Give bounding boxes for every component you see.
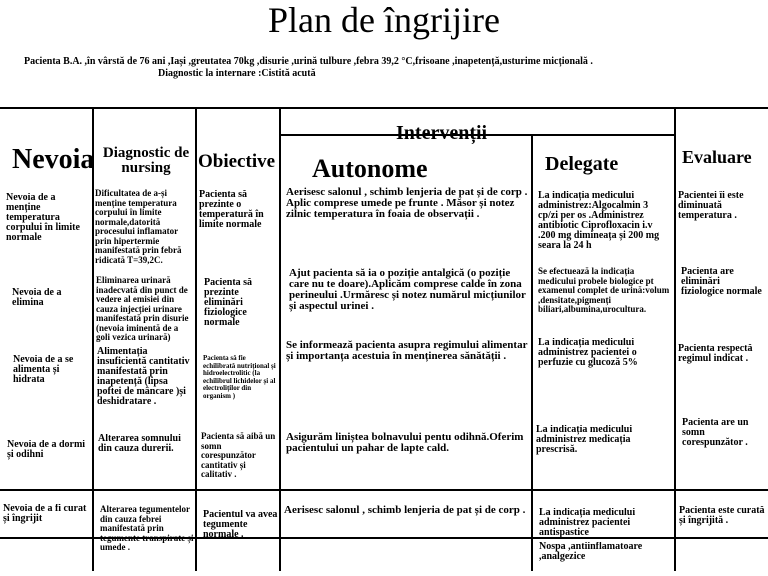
header-interventii: Intervenții bbox=[396, 122, 488, 144]
row-divider bbox=[0, 489, 768, 491]
row1-autonome: Aerisesc salonul , schimb lenjeria de pat și de corp . Aplic comprese umede pe frunte . Măsor și notez zilnic temperatura în foaia de observații . bbox=[286, 187, 528, 220]
column-divider bbox=[195, 107, 197, 571]
row2-delegate: Se efectuează la indicația medicului probele biologice pt examenul complet de urină:volum ,densitate,pigmenți biliari,albumina,urocultura. bbox=[538, 267, 670, 314]
row3-diagnostic: Alimentația insuficientă cantitativ manifestată prin inapetență (lipsa poftei de mâncare )și deshidratare . bbox=[97, 347, 190, 407]
header-obiective: Obiective bbox=[198, 151, 276, 172]
patient-info: Pacienta B.A. ,în vârstă de 76 ani ,Iași ,greutatea 70kg ,disurie ,urină tulbure ,febra 39,2 °C,frisoane ,inapetență,usturime micțională . bbox=[24, 56, 593, 67]
row2-evaluare: Pacienta are eliminări fiziologice normale bbox=[681, 267, 762, 297]
row4-nevoia: Nevoia de a dormi și odihni bbox=[7, 440, 86, 460]
row5-obiective: Pacientul va avea tegumente normale . bbox=[203, 510, 278, 540]
row5-nevoia: Nevoia de a fi curat și îngrijit bbox=[3, 504, 87, 524]
header-diagnostic: Diagnostic de nursing bbox=[102, 145, 190, 176]
header-evaluare: Evaluare bbox=[682, 147, 752, 167]
admission-diagnosis: Diagnostic la internare :Cistită acută bbox=[158, 68, 316, 79]
row1-nevoia: Nevoia de a menține temperatura corpului în limite normale bbox=[6, 193, 80, 243]
column-divider bbox=[674, 107, 676, 571]
row5-evaluare: Pacienta este curată și îngrijită . bbox=[679, 506, 765, 526]
row1-delegate: La indicația medicului administrez:Algocalmin 3 cp/zi per os .Administrez antibiotic Ciprofloxacin i.v .200 mg dimineața și 200 mg seara la 24 h bbox=[538, 191, 660, 251]
table-top-border bbox=[0, 107, 768, 109]
row1-diagnostic: Dificultatea de a-și menține temperatura corpului în limite normale,datorită procesului inflamator prin hipertermie manifestată prin febră ridicată T=39,2C. bbox=[95, 189, 182, 265]
row1-evaluare: Pacientei îi este diminuată temperatura . bbox=[678, 191, 744, 221]
row4-diagnostic: Alterarea somnului din cauza durerii. bbox=[98, 434, 181, 454]
row2-diagnostic: Eliminarea urinară inadecvată din punct de vedere al emisiei din cauza injecției urinare manifestată prin disurie (nevoia iminentă de a goli vezica urinară) bbox=[96, 276, 189, 342]
row3-delegate: La indicația medicului administrez pacientei o perfuzie cu glucoză 5% bbox=[538, 338, 638, 368]
row3-evaluare: Pacienta respectă regimul indicat . bbox=[678, 344, 753, 364]
header-nevoia: Nevoia bbox=[12, 144, 95, 175]
row2-autonome: Ajut pacienta să ia o poziție antalgică (o poziție care nu te doare).Aplicăm comprese calde în zona perineului .Urmăresc și notez numărul micțiunilor și aspectul urinei . bbox=[289, 268, 526, 312]
column-divider bbox=[92, 107, 94, 571]
column-divider bbox=[279, 107, 281, 571]
row3-obiective: Pacienta să fie echilibrată nutrițional și hidroelectrolitic (la echilibrul lichidelor și al electroliților din organism ) bbox=[203, 355, 276, 400]
column-divider bbox=[531, 134, 533, 571]
row4-evaluare: Pacienta are un somn corespunzător . bbox=[682, 418, 749, 448]
row2-obiective: Pacienta să prezinte eliminări fiziologice normale bbox=[204, 278, 253, 328]
row3-autonome: Se informează pacienta asupra regimului alimentar și importanța acestuia în menținerea sănătății . bbox=[286, 340, 528, 362]
row5-autonome: Aerisesc salonul , schimb lenjeria de pat și de corp . bbox=[284, 505, 526, 516]
page-title: Plan de îngrijire bbox=[268, 0, 500, 40]
row3-nevoia: Nevoia de a se alimenta și hidrata bbox=[13, 355, 74, 385]
row4-autonome: Asigurăm liniștea bolnavului pentu odihnă.Oferim pacientului un pahar de lapte cald. bbox=[286, 432, 524, 454]
header-delegate: Delegate bbox=[545, 153, 619, 175]
row4-obiective: Pacienta să aibă un somn corespunzător cantitativ și calitativ . bbox=[201, 432, 276, 479]
row2-nevoia: Nevoia de a elimina bbox=[12, 288, 62, 308]
row5-delegate-extra: Nospa ,antiinflamatoare ,analgezice bbox=[539, 542, 643, 562]
header-autonome: Autonome bbox=[312, 154, 428, 183]
row1-obiective: Pacienta să prezinte o temperatură în limite normale bbox=[199, 190, 264, 230]
row5-delegate: La indicația medicului administrez pacientei antispastice bbox=[539, 508, 636, 537]
row5-diagnostic: Alterarea tegumentelor din cauza febrei manifestată prin tegumente transpirate și umede . bbox=[100, 505, 194, 552]
row4-delegate: La indicația medicului administrez medicația prescrisă. bbox=[536, 425, 633, 455]
